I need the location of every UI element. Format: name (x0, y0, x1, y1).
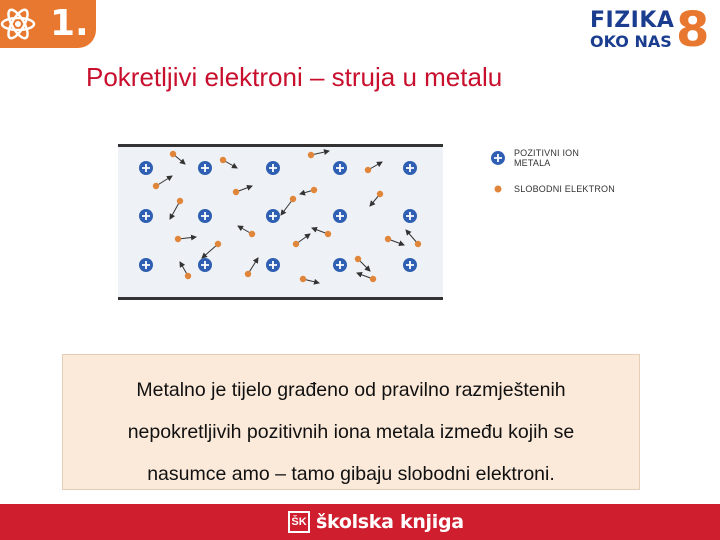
electron-20 (180, 262, 191, 279)
electron-7 (281, 196, 296, 215)
positive-ion-15 (403, 258, 417, 272)
positive-ion-6 (139, 209, 153, 223)
positive-ion-10 (403, 209, 417, 223)
electron-icon (490, 181, 506, 197)
positive-ion-2 (198, 161, 212, 175)
electron-1 (153, 176, 172, 189)
electron-16 (293, 234, 310, 247)
description-line-2: nepokretljivih pozitivnih iona metala između kojih se (127, 421, 575, 443)
chapter-number: 1. (50, 3, 89, 44)
positive-ion-12 (198, 258, 212, 272)
electron-2 (170, 198, 183, 219)
metal-diagram (118, 144, 618, 302)
positive-ion-icon (490, 150, 506, 166)
legend-electron (490, 181, 615, 197)
electron-11 (370, 191, 383, 206)
logo-line-1: FIZIKA (590, 8, 675, 33)
publisher-mark: ŠK (288, 511, 310, 533)
electron-9 (300, 187, 317, 194)
positive-ion-3 (266, 161, 280, 175)
electron-8 (308, 151, 329, 158)
slide-title: Pokretljivi elektroni – struja u metalu (86, 62, 503, 92)
footer-bar (0, 504, 720, 540)
positive-ion-9 (333, 209, 347, 223)
publisher-logo (288, 510, 464, 534)
positive-ion-14 (333, 258, 347, 272)
electron-21 (300, 276, 319, 283)
chapter-badge (0, 0, 96, 48)
positive-ion-8 (266, 209, 280, 223)
publisher-name: školska knjiga (316, 511, 464, 533)
electron-15 (245, 258, 258, 277)
electron-14 (202, 241, 221, 258)
electron-19 (406, 230, 421, 247)
legend-label-ion: POZITIVNI ION METALA (513, 148, 580, 168)
description-box (62, 354, 640, 490)
positive-ion-1 (139, 161, 153, 175)
description-line-1: Metalno je tijelo građeno od pravilno razmještenih (136, 379, 566, 401)
lattice-drawing (118, 144, 443, 300)
metal-lattice (118, 144, 443, 300)
positive-ion-5 (403, 161, 417, 175)
electron-17 (312, 228, 331, 237)
logo-line-2: OKO NAS (590, 32, 672, 51)
electron-10 (365, 162, 382, 173)
legend-label-electron: SLOBODNI ELEKTRON (514, 184, 615, 194)
electron-5 (233, 186, 252, 195)
positive-ion-13 (266, 258, 280, 272)
atom-icon (0, 0, 48, 48)
electron-13 (175, 236, 196, 242)
positive-ion-4 (333, 161, 347, 175)
book-logo (590, 2, 714, 58)
electron-18 (355, 256, 370, 271)
positive-ion-11 (139, 258, 153, 272)
legend-positive-ion (490, 148, 618, 168)
electron-12 (385, 236, 404, 245)
logo-grade-number: 8 (676, 2, 710, 58)
description-line-3: nasumce amo – tamo gibaju slobodni elektroni. (147, 463, 555, 485)
electron-3 (170, 151, 185, 164)
electron-6 (238, 226, 255, 237)
positive-ion-7 (198, 209, 212, 223)
electron-4 (220, 157, 237, 168)
electron-22 (357, 273, 376, 282)
